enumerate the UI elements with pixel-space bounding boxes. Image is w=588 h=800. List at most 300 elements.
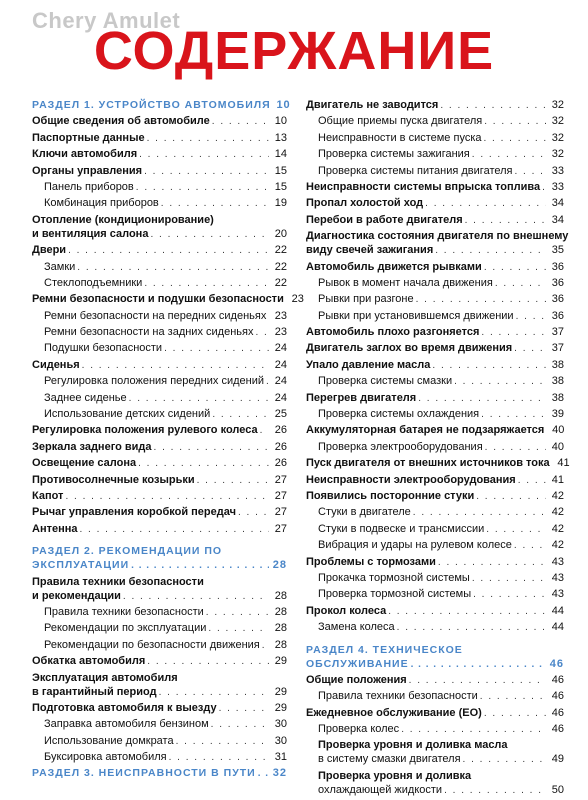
- toc-page-number: 46: [551, 723, 564, 736]
- toc-entry[interactable]: [32, 575, 287, 589]
- toc-page-number: 32: [272, 767, 287, 780]
- toc-section-heading[interactable]: [32, 544, 287, 558]
- toc-dot-leader: [401, 723, 546, 737]
- toc-entry-title: Органы управления: [32, 164, 143, 177]
- toc-dot-leader: [159, 686, 269, 700]
- toc-section-heading[interactable]: [306, 643, 564, 657]
- toc-entry[interactable]: [306, 673, 564, 687]
- toc-entry-title: Прокол колеса: [306, 604, 387, 617]
- toc-dot-leader: [476, 490, 546, 504]
- toc-entry[interactable]: [32, 456, 287, 470]
- toc-entry-title: Ключи автомобиля: [32, 148, 138, 161]
- toc-entry[interactable]: [306, 164, 564, 178]
- toc-page-number: 23: [274, 309, 287, 322]
- toc-dot-leader: [472, 572, 546, 586]
- toc-entry[interactable]: [32, 505, 287, 519]
- toc-page-number: 20: [274, 227, 287, 240]
- toc-entry-title: Ремни безопасности и подушки безопасности: [32, 293, 284, 306]
- toc-page-number: 38: [551, 358, 564, 371]
- toc-entry[interactable]: [306, 620, 564, 634]
- toc-entry-title: Правила техники безопасности: [44, 605, 204, 618]
- toc-entry-title: Зеркала заднего вида: [32, 440, 152, 453]
- toc-entry-title: в систему смазки двигателя: [318, 753, 461, 766]
- toc-dot-leader: [438, 556, 546, 570]
- toc-dot-leader: [258, 767, 269, 781]
- toc-entry[interactable]: [306, 604, 564, 618]
- toc-page-number: 14: [274, 148, 287, 161]
- toc-dot-leader: [154, 441, 269, 455]
- toc-page-number: 39: [551, 408, 564, 421]
- toc-entry[interactable]: [306, 706, 564, 720]
- toc-dot-leader: [484, 261, 546, 275]
- toc-dot-leader: [480, 690, 546, 704]
- toc-entry-title: Регулировка положения передних сидений: [44, 375, 264, 388]
- toc-dot-leader: [495, 277, 546, 291]
- toc-dot-leader: [82, 359, 269, 373]
- toc-entry[interactable]: [32, 717, 287, 731]
- toc-page-number: 36: [551, 276, 564, 289]
- toc-entry[interactable]: [306, 489, 564, 503]
- toc-page-number: 42: [551, 489, 564, 502]
- toc-page-number: 31: [274, 751, 287, 764]
- toc-page-number: 15: [274, 180, 287, 193]
- brand-logo-text: Chery Amulet: [32, 8, 181, 33]
- toc-dot-leader: [80, 523, 270, 537]
- toc-entry[interactable]: [32, 621, 287, 635]
- toc-entry-title: Перегрев двигателя: [306, 391, 417, 404]
- toc-entry[interactable]: [306, 98, 564, 112]
- toc-entry[interactable]: [306, 587, 564, 601]
- toc-entry[interactable]: [306, 407, 564, 421]
- toc-entry-title: Сиденья: [32, 358, 80, 371]
- toc-entry[interactable]: [306, 374, 564, 388]
- toc-dot-leader: [138, 457, 269, 471]
- toc-entry-title: Автомобиль движется рывками: [306, 260, 482, 273]
- toc-entry[interactable]: [306, 260, 564, 274]
- toc-dot-leader: [486, 523, 546, 537]
- toc-entry[interactable]: [32, 227, 287, 241]
- toc-page-number: 28: [274, 638, 287, 651]
- toc-entry[interactable]: [32, 147, 287, 161]
- toc-entry-title: Проверка тормозной системы: [318, 588, 472, 601]
- toc-page-number: 41: [557, 457, 570, 470]
- toc-entry-title: Заднее сиденье: [44, 391, 127, 404]
- toc-dot-leader: [206, 606, 269, 620]
- toc-dot-leader: [514, 539, 546, 553]
- toc-page-number: 15: [274, 164, 287, 177]
- toc-page-number: 10: [274, 115, 287, 128]
- toc-page-number: 42: [551, 522, 564, 535]
- toc-entry-title: Использование домкрата: [44, 734, 174, 747]
- toc-entry-title: Отопление (кондиционирование): [32, 213, 214, 226]
- toc-page-number: 34: [551, 197, 564, 210]
- toc-entry[interactable]: [306, 114, 564, 128]
- toc-page-number: 27: [274, 506, 287, 519]
- toc-dot-leader: [238, 506, 269, 520]
- toc-dot-leader: [161, 197, 269, 211]
- toc-page-number: 25: [274, 408, 287, 421]
- toc-page-number: 46: [549, 657, 564, 670]
- toc-entry-title: Рекомендации по эксплуатации: [44, 622, 207, 635]
- toc-page-number: 40: [552, 424, 565, 437]
- toc-entry-title: Стеклоподъемники: [44, 276, 143, 289]
- toc-entry-title: Паспортные данные: [32, 131, 145, 144]
- toc-dot-leader: [136, 181, 269, 195]
- toc-entry[interactable]: [306, 276, 564, 290]
- toc-entry-title: Двери: [32, 244, 67, 257]
- toc-page-number: 28: [272, 559, 287, 572]
- toc-dot-leader: [262, 639, 269, 653]
- toc-entry[interactable]: [32, 374, 287, 388]
- toc-page-number: 42: [551, 539, 564, 552]
- toc-entry-title: Неисправности системы впрыска топлива: [306, 180, 541, 193]
- toc-dot-leader: [68, 244, 269, 258]
- toc-page-number: 38: [551, 391, 564, 404]
- toc-entry[interactable]: [306, 147, 564, 161]
- toc-dot-leader: [432, 359, 546, 373]
- toc-page-number: 27: [274, 489, 287, 502]
- toc-entry-title: Панель приборов: [44, 180, 134, 193]
- toc-entry[interactable]: [306, 196, 564, 210]
- toc-entry-title: Проверка системы смазки: [318, 375, 453, 388]
- toc-dot-leader: [150, 228, 269, 242]
- toc-page-number: 33: [551, 164, 564, 177]
- toc-page-number: 42: [551, 506, 564, 519]
- toc-page-number: 43: [551, 555, 564, 568]
- toc-page-number: 49: [551, 753, 564, 766]
- toc-entry[interactable]: [306, 243, 564, 257]
- toc-entry[interactable]: [306, 783, 564, 797]
- toc-entry-title: Проверка электрооборудования: [318, 440, 483, 453]
- toc-entry[interactable]: [32, 489, 287, 503]
- toc-entry[interactable]: [306, 722, 564, 736]
- toc-dot-leader: [435, 244, 546, 258]
- toc-section-heading[interactable]: [32, 98, 291, 112]
- toc-entry-title: Замки: [44, 260, 76, 273]
- toc-entry-title: и рекомендации: [32, 589, 121, 602]
- toc-dot-leader: [144, 277, 269, 291]
- toc-entry[interactable]: [306, 229, 569, 243]
- toc-entry[interactable]: [306, 522, 564, 536]
- toc-dot-leader: [147, 132, 269, 146]
- toc-dot-leader: [440, 99, 546, 113]
- toc-entry-title: Двигатель заглох во время движения: [306, 342, 513, 355]
- toc-entry[interactable]: [32, 589, 287, 603]
- toc-entry[interactable]: [32, 423, 287, 437]
- toc-entry[interactable]: [32, 213, 287, 227]
- toc-page-number: 44: [551, 604, 564, 617]
- toc-entry-title: Обкатка автомобиля: [32, 655, 146, 668]
- toc-entry-title: Регулировка положения рулевого колеса: [32, 424, 258, 437]
- toc-entry[interactable]: [32, 114, 287, 128]
- toc-entry[interactable]: [306, 325, 564, 339]
- toc-entry[interactable]: [32, 131, 287, 145]
- toc-dot-leader: [219, 702, 269, 716]
- toc-entry[interactable]: [32, 638, 287, 652]
- toc-entry-title: Замена колеса: [318, 621, 395, 634]
- toc-dot-leader: [164, 342, 269, 356]
- toc-entry[interactable]: [32, 276, 287, 290]
- toc-entry[interactable]: [32, 292, 304, 306]
- toc-entry-title: Заправка автомобиля бензином: [44, 718, 209, 731]
- toc-entry[interactable]: [306, 689, 564, 703]
- toc-page-number: 36: [551, 309, 564, 322]
- toc-entry[interactable]: [306, 440, 564, 454]
- toc-entry-title: Буксировка автомобиля: [44, 751, 167, 764]
- toc-dot-leader: [409, 674, 546, 688]
- toc-page-number: 37: [551, 326, 564, 339]
- toc-section-heading[interactable]: [306, 657, 564, 671]
- toc-section-heading[interactable]: [32, 766, 287, 780]
- toc-entry-title: Рывок в момент начала движения: [318, 276, 493, 289]
- toc-entry-title: Проверка системы охлаждения: [318, 408, 480, 421]
- toc-page-number: 28: [274, 605, 287, 618]
- toc-dot-leader: [255, 326, 269, 340]
- toc-dot-leader: [169, 751, 269, 765]
- toc-page-number: 28: [274, 622, 287, 635]
- toc-page-number: 28: [274, 589, 287, 602]
- toc-page-number: 24: [274, 358, 287, 371]
- toc-entry-title: Антенна: [32, 522, 78, 535]
- toc-page-number: 41: [551, 473, 564, 486]
- toc-page-number: 27: [274, 473, 287, 486]
- toc-entry[interactable]: [32, 309, 287, 323]
- toc-entry-title: РАЗДЕЛ 4. ТЕХНИЧЕСКОЕ: [306, 643, 463, 656]
- toc-page-number: 43: [551, 588, 564, 601]
- toc-entry-title: Стуки в двигателе: [318, 506, 411, 519]
- toc-dot-leader: [416, 293, 546, 307]
- toc-dot-leader: [144, 165, 269, 179]
- toc-page-number: 35: [551, 244, 564, 257]
- toc-entry-title: Проверка системы питания двигателя: [318, 164, 513, 177]
- toc-dot-leader: [176, 735, 269, 749]
- toc-entry-title: виду свечей зажигания: [306, 244, 434, 257]
- toc-entry-title: Проверка колес: [318, 723, 400, 736]
- toc-entry[interactable]: [32, 391, 287, 405]
- toc-dot-leader: [516, 310, 546, 324]
- toc-page-number: 30: [274, 734, 287, 747]
- toc-page-number: 13: [274, 131, 287, 144]
- toc-entry[interactable]: [32, 685, 287, 699]
- toc-page-number: 46: [551, 706, 564, 719]
- toc-entry[interactable]: [32, 358, 287, 372]
- toc-entry[interactable]: [306, 473, 564, 487]
- toc-entry[interactable]: [306, 292, 564, 306]
- toc-entry[interactable]: [32, 260, 287, 274]
- toc-dot-leader: [518, 474, 546, 488]
- toc-page-number: 29: [274, 655, 287, 668]
- toc-entry-title: Проблемы с тормозами: [306, 555, 436, 568]
- toc-dot-leader: [472, 148, 546, 162]
- toc-entry[interactable]: [32, 325, 287, 339]
- toc-page-number: 24: [274, 375, 287, 388]
- toc-entry[interactable]: [306, 505, 564, 519]
- toc-page-number: 23: [274, 326, 287, 339]
- toc-entry-title: Эксплуатация автомобиля: [32, 671, 178, 684]
- toc-dot-leader: [484, 132, 547, 146]
- toc-entry[interactable]: [306, 423, 564, 437]
- toc-dot-leader: [388, 605, 546, 619]
- toc-page-number: 29: [274, 701, 287, 714]
- toc-dot-leader: [147, 655, 269, 669]
- toc-dot-leader: [208, 622, 269, 636]
- toc-dot-leader: [481, 408, 546, 422]
- toc-page-number: 32: [551, 115, 564, 128]
- toc-entry[interactable]: [32, 473, 287, 487]
- toc-page-number: 36: [551, 293, 564, 306]
- toc-entry-title: Капот: [32, 489, 64, 502]
- toc-entry-title: охлаждающей жидкости: [318, 783, 443, 796]
- toc-dot-leader: [473, 588, 546, 602]
- toc-entry-title: Ежедневное обслуживание (ЕО): [306, 706, 482, 719]
- toc-entry-title: и вентиляция салона: [32, 227, 149, 240]
- toc-dot-leader: [454, 375, 546, 389]
- toc-entry-title: Прокачка тормозной системы: [318, 571, 470, 584]
- toc-entry[interactable]: [32, 440, 287, 454]
- toc-entry-title: Подготовка автомобиля к выезду: [32, 701, 217, 714]
- toc-entry-title: Использование детских сидений: [44, 408, 211, 421]
- toc-entry[interactable]: [306, 738, 564, 752]
- toc-entry[interactable]: [32, 341, 287, 355]
- toc-page-number: 10: [276, 99, 291, 111]
- toc-dot-leader: [212, 115, 269, 129]
- toc-page-number: 23: [291, 293, 304, 306]
- toc-dot-leader: [514, 342, 546, 356]
- toc-entry-title: Появились посторонние стуки: [306, 489, 475, 502]
- toc-entry-title: Автомобиль плохо разгоняется: [306, 326, 480, 339]
- toc-entry[interactable]: [306, 391, 564, 405]
- toc-entry[interactable]: [306, 309, 564, 323]
- toc-entry[interactable]: [32, 605, 287, 619]
- toc-dot-leader: [77, 261, 269, 275]
- toc-entry[interactable]: [306, 555, 564, 569]
- toc-entry[interactable]: [306, 180, 564, 194]
- toc-entry[interactable]: [306, 571, 564, 585]
- toc-page-number: 36: [551, 260, 564, 273]
- toc-entry-title: Ремни безопасности на передних сиденьях: [44, 309, 267, 322]
- toc-entry-title: Вибрация и удары на рулевом колесе: [318, 539, 512, 552]
- page-title: СОДЕРЖАНИЕ: [93, 21, 495, 81]
- toc-entry-title: ОБСЛУЖИВАНИЕ: [306, 657, 409, 670]
- toc-dot-leader: [425, 197, 546, 211]
- toc-entry[interactable]: [306, 341, 564, 355]
- toc-dot-leader: [212, 408, 269, 422]
- toc-entry[interactable]: [306, 769, 564, 783]
- toc-dot-leader: [65, 490, 269, 504]
- toc-entry[interactable]: [306, 752, 564, 766]
- toc-entry-title: РАЗДЕЛ 1. УСТРОЙСТВО АВТОМОБИЛЯ: [32, 99, 271, 111]
- toc-entry-title: Общие сведения об автомобиле: [32, 115, 210, 128]
- toc-entry[interactable]: [32, 196, 287, 210]
- toc-entry-title: Двигатель не заводится: [306, 99, 439, 111]
- toc-dot-leader: [211, 718, 269, 732]
- toc-entry-title: Аккумуляторная батарея не подзаряжается: [306, 424, 545, 437]
- toc-entry-title: Перебои в работе двигателя: [306, 213, 463, 226]
- toc-entry[interactable]: [306, 131, 564, 145]
- toc-page-number: 32: [551, 148, 564, 161]
- toc-entry-title: РАЗДЕЛ 2. РЕКОМЕНДАЦИИ ПО: [32, 545, 223, 558]
- toc-entry[interactable]: [32, 164, 287, 178]
- toc-entry[interactable]: [32, 750, 287, 764]
- toc-entry-title: Рывки при разгоне: [318, 293, 414, 306]
- toc-right-column: [306, 98, 570, 799]
- toc-entry-title: Рычаг управления коробкой передач: [32, 506, 236, 519]
- toc-dot-leader: [129, 392, 269, 406]
- toc-entry-title: Общие приемы пуска двигателя: [318, 115, 483, 128]
- toc-entry[interactable]: [306, 358, 564, 372]
- toc-dot-leader: [268, 310, 269, 324]
- toc-page-number: 26: [274, 424, 287, 437]
- toc-entry[interactable]: [32, 671, 287, 685]
- toc-entry-title: Правила техники безопасности: [318, 690, 478, 703]
- toc-entry[interactable]: [306, 213, 564, 227]
- toc-entry-title: Рекомендации по безопасности движения: [44, 638, 260, 651]
- toc-entry[interactable]: [32, 180, 287, 194]
- toc-entry-title: Проверка уровня и доливка: [318, 769, 472, 782]
- toc-entry-title: Подушки безопасности: [44, 342, 163, 355]
- toc-page-number: 24: [274, 391, 287, 404]
- toc-page-number: 37: [551, 342, 564, 355]
- toc-entry-title: Пропал холостой ход: [306, 197, 424, 210]
- toc-entry[interactable]: [32, 701, 287, 715]
- toc-page-number: 24: [274, 342, 287, 355]
- toc-entry-title: Правила техники безопасности: [32, 575, 204, 588]
- toc-entry-title: Диагностика состояния двигателя по внешнему: [306, 230, 569, 243]
- toc-entry[interactable]: [306, 538, 564, 552]
- toc-dot-leader: [484, 115, 546, 129]
- toc-page-number: 44: [551, 621, 564, 634]
- toc-page-number: 43: [551, 571, 564, 584]
- toc-page-number: 30: [274, 718, 287, 731]
- toc-page-number: 38: [551, 375, 564, 388]
- toc-dot-leader: [260, 424, 269, 438]
- toc-entry-title: Общие положения: [306, 673, 407, 686]
- toc-entry-title: РАЗДЕЛ 3. НЕИСПРАВНОСТИ В ПУТИ: [32, 767, 256, 780]
- toc-entry[interactable]: [306, 456, 570, 470]
- toc-dot-leader: [485, 441, 546, 455]
- toc-page-number: 29: [274, 685, 287, 698]
- toc-entry[interactable]: [32, 734, 287, 748]
- toc-dot-leader: [123, 590, 269, 604]
- toc-entry-title: ЭКСПЛУАТАЦИИ: [32, 559, 130, 572]
- toc-entry-title: Комбинация приборов: [44, 197, 159, 210]
- toc-entry-title: Неисправности в системе пуска: [318, 131, 482, 144]
- toc-dot-leader: [397, 621, 546, 635]
- toc-dot-leader: [411, 658, 546, 672]
- toc-entry-title: Проверка уровня и доливка масла: [318, 739, 508, 752]
- toc-page-number: 46: [551, 673, 564, 686]
- toc-section-heading[interactable]: [32, 558, 287, 572]
- toc-entry-title: Освещение салона: [32, 457, 137, 470]
- toc-page-number: 34: [551, 213, 564, 226]
- toc-page-number: 22: [274, 260, 287, 273]
- toc-entry-title: Противосолнечные козырьки: [32, 473, 195, 486]
- toc-dot-leader: [139, 148, 269, 162]
- toc-page-number: 22: [274, 276, 287, 289]
- toc-entry[interactable]: [32, 522, 287, 536]
- toc-page-number: 32: [551, 99, 564, 111]
- toc-dot-leader: [413, 506, 546, 520]
- toc-dot-leader: [465, 214, 546, 228]
- toc-dot-leader: [418, 392, 546, 406]
- toc-entry[interactable]: [32, 243, 287, 257]
- toc-page-number: 19: [274, 197, 287, 210]
- toc-entry[interactable]: [32, 654, 287, 668]
- toc-dot-leader: [444, 784, 546, 798]
- toc-dot-leader: [515, 165, 547, 179]
- toc-entry[interactable]: [32, 407, 287, 421]
- toc-page-number: 22: [274, 244, 287, 257]
